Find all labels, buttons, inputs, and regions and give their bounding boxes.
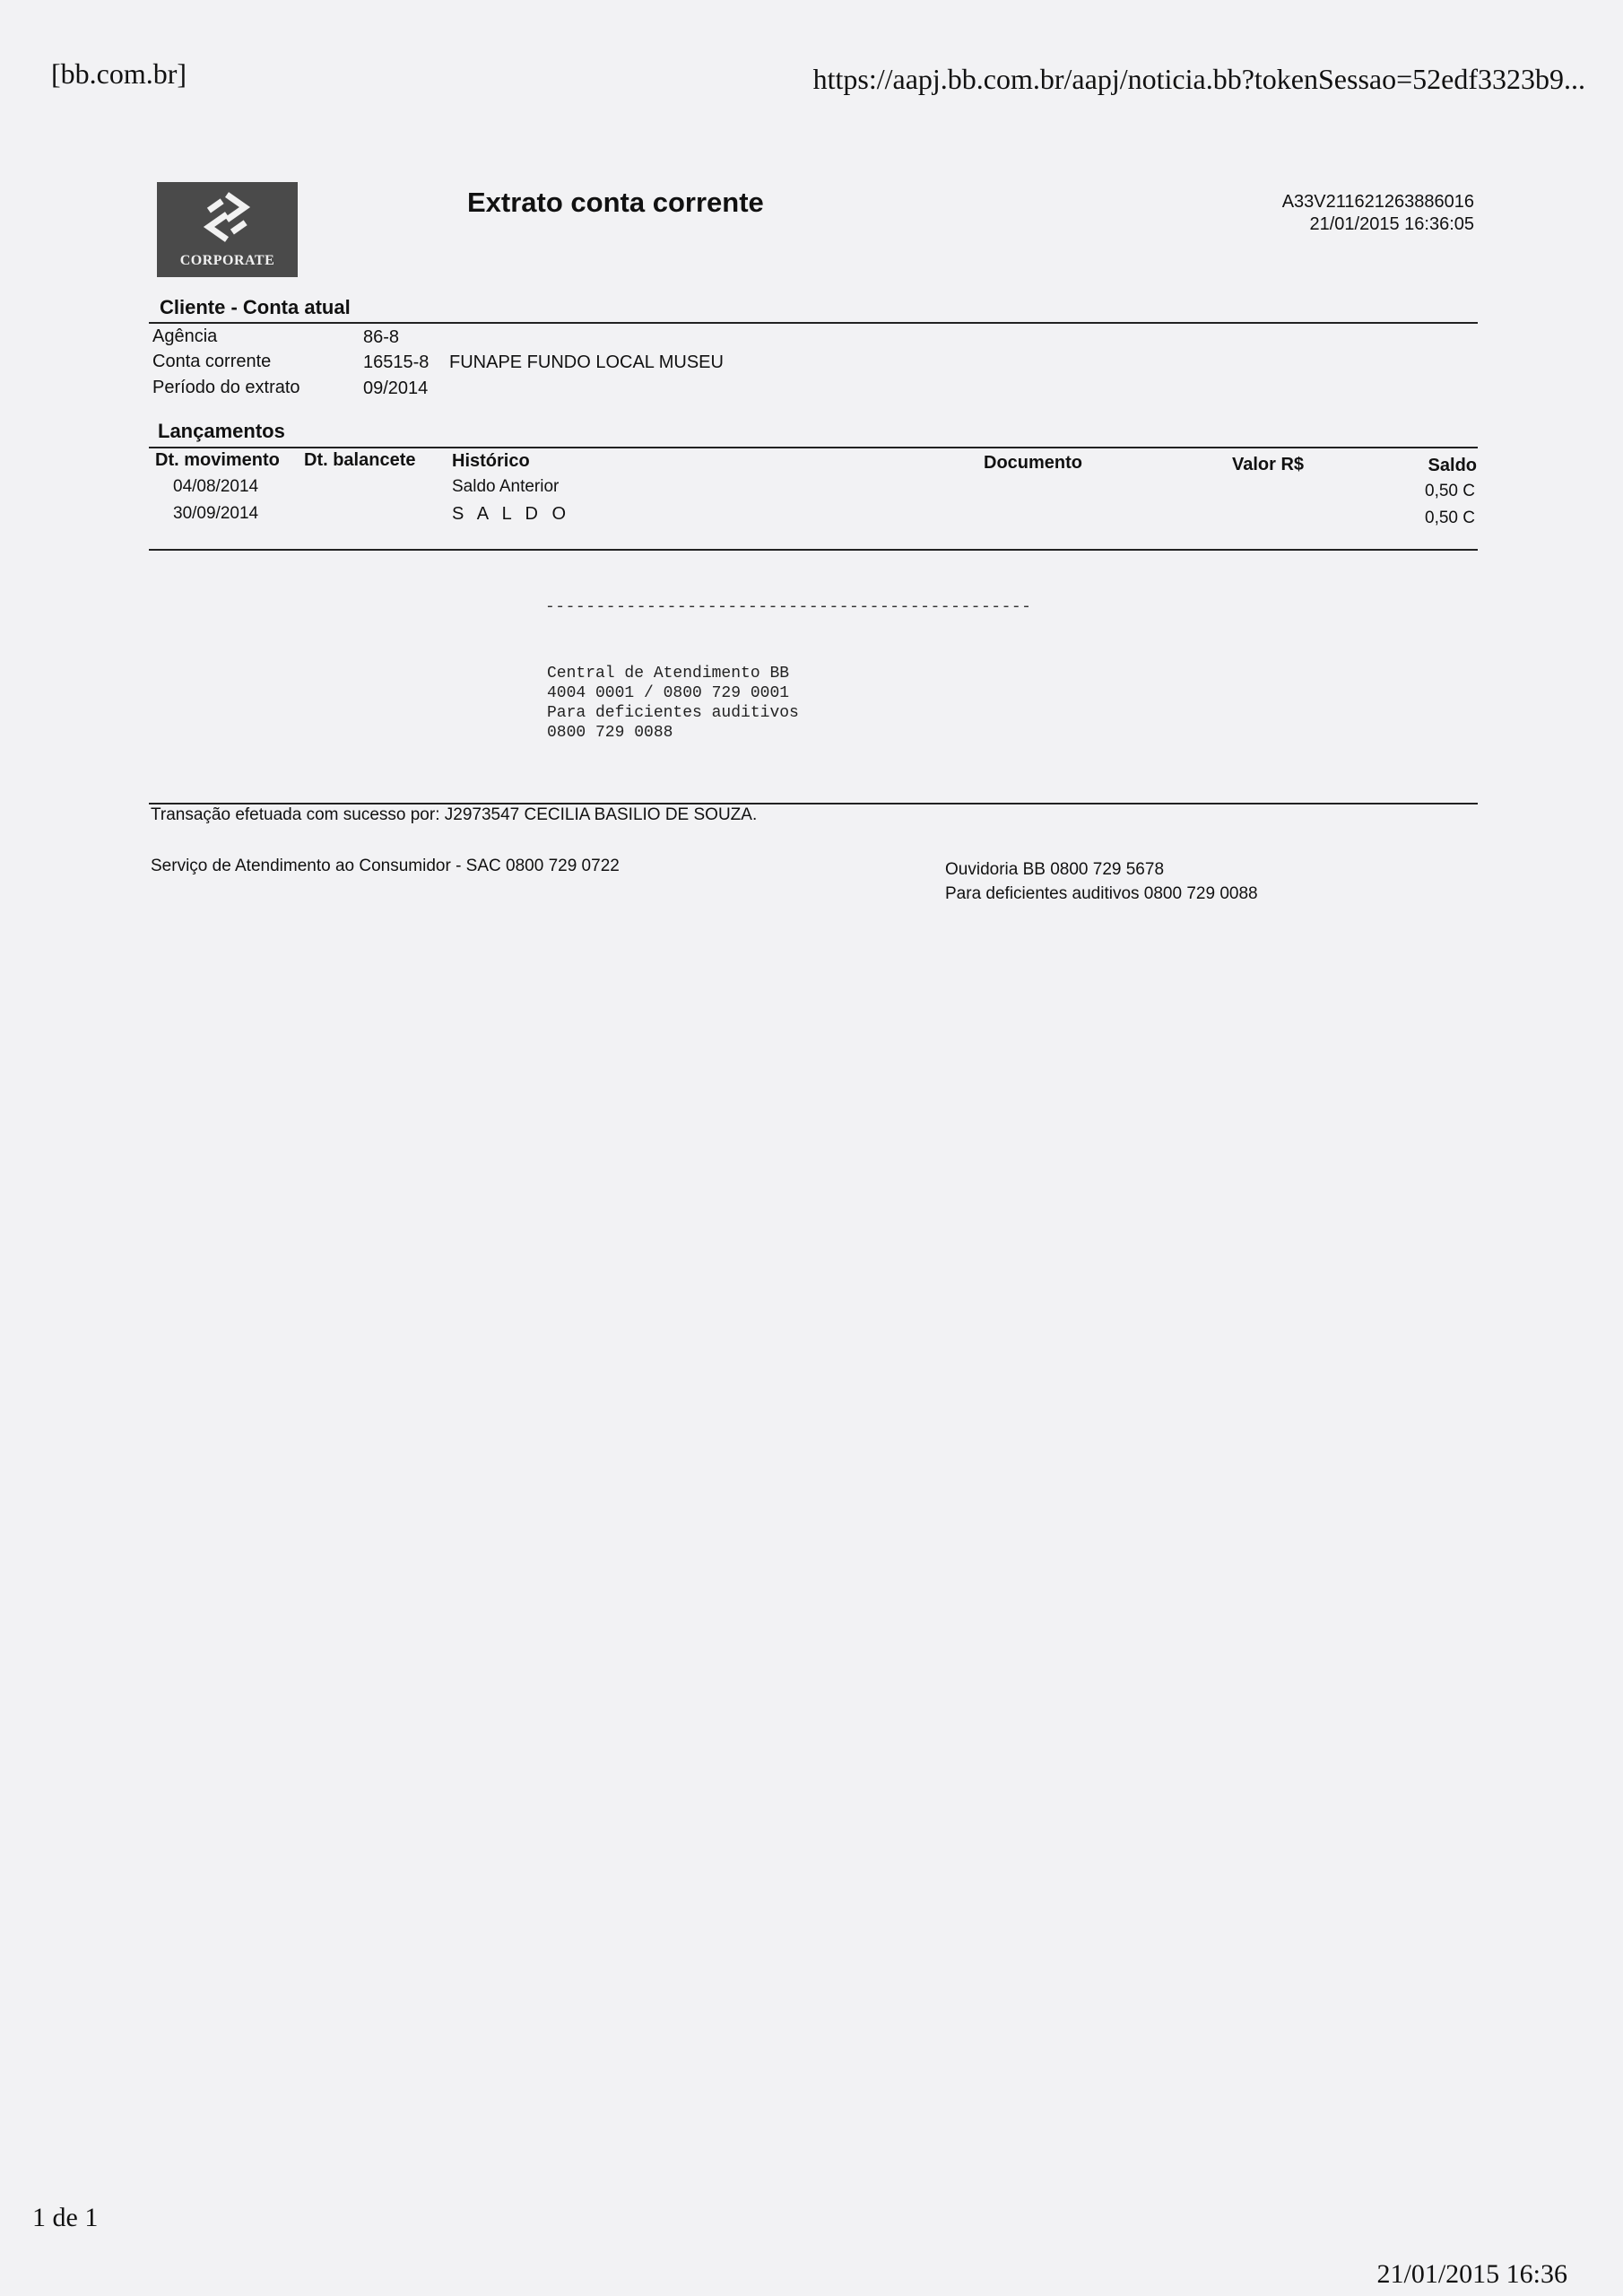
ouvidoria-block	[945, 857, 1258, 906]
divider	[149, 322, 1478, 324]
print-header-site: [bb.com.br]	[51, 57, 187, 90]
periodo-value: 09/2014	[363, 378, 429, 398]
deficientes-text: Para deficientes auditivos 0800 729 0088	[945, 884, 1258, 903]
print-header-url: https://aapj.bb.com.br/aapj/noticia.bb?tokenSessao=52edf3323b9...	[812, 63, 1585, 95]
agencia-value: 86-8	[363, 327, 400, 347]
table-cell-dt-movimento: 30/09/2014	[173, 504, 259, 523]
bank-logo	[157, 182, 298, 277]
document-datetime: 21/01/2015 16:36:05	[1309, 214, 1474, 234]
table-cell-historico: S A L D O	[452, 504, 571, 524]
client-section-title: Cliente - Conta atual	[160, 296, 351, 318]
document-meta	[1282, 191, 1474, 236]
central-line: 0800 729 0088	[547, 724, 673, 742]
logo-text: CORPORATE	[179, 253, 275, 268]
conta-label: Conta corrente	[152, 352, 272, 371]
entries-section-title: Lançamentos	[158, 420, 285, 442]
col-saldo: Saldo	[1428, 456, 1477, 475]
central-info	[547, 664, 799, 743]
table-cell-saldo: 0,50 C	[1425, 482, 1475, 500]
sac-text: Serviço de Atendimento ao Consumidor - SAC 0800 729 0722	[151, 857, 620, 875]
conta-value: 16515-8	[363, 352, 430, 372]
col-historico: Histórico	[452, 451, 530, 471]
periodo-label: Período do extrato	[152, 378, 300, 397]
transaction-text: Transação efetuada com sucesso por: J2973547 CECILIA BASILIO DE SOUZA.	[151, 805, 758, 824]
page-title: Extrato conta corrente	[467, 187, 764, 218]
table-cell-saldo: 0,50 C	[1425, 509, 1475, 527]
central-line: Central de Atendimento BB	[547, 665, 790, 683]
divider	[149, 549, 1478, 551]
col-dt-movimento: Dt. movimento	[155, 450, 280, 470]
document-code: A33V211621263886016	[1281, 192, 1474, 212]
table-cell-historico: Saldo Anterior	[452, 477, 560, 496]
divider	[149, 447, 1478, 448]
bb-logo-icon	[200, 191, 254, 243]
separator: ------------------------------------------------	[545, 598, 1032, 616]
table-cell-dt-movimento: 04/08/2014	[173, 477, 259, 496]
page-number: 1 de 1	[32, 2203, 99, 2232]
account-name: FUNAPE FUNDO LOCAL MUSEU	[449, 352, 724, 372]
col-documento: Documento	[984, 453, 1082, 473]
agencia-label: Agência	[152, 326, 218, 346]
print-datetime: 21/01/2015 16:36	[1376, 2259, 1567, 2289]
central-line: 4004 0001 / 0800 729 0001	[547, 684, 790, 702]
col-valor: Valor R$	[1232, 455, 1305, 474]
ouvidoria-text: Ouvidoria BB 0800 729 5678	[945, 860, 1165, 879]
col-dt-balancete: Dt. balancete	[304, 450, 416, 470]
central-line: Para deficientes auditivos	[547, 704, 799, 722]
